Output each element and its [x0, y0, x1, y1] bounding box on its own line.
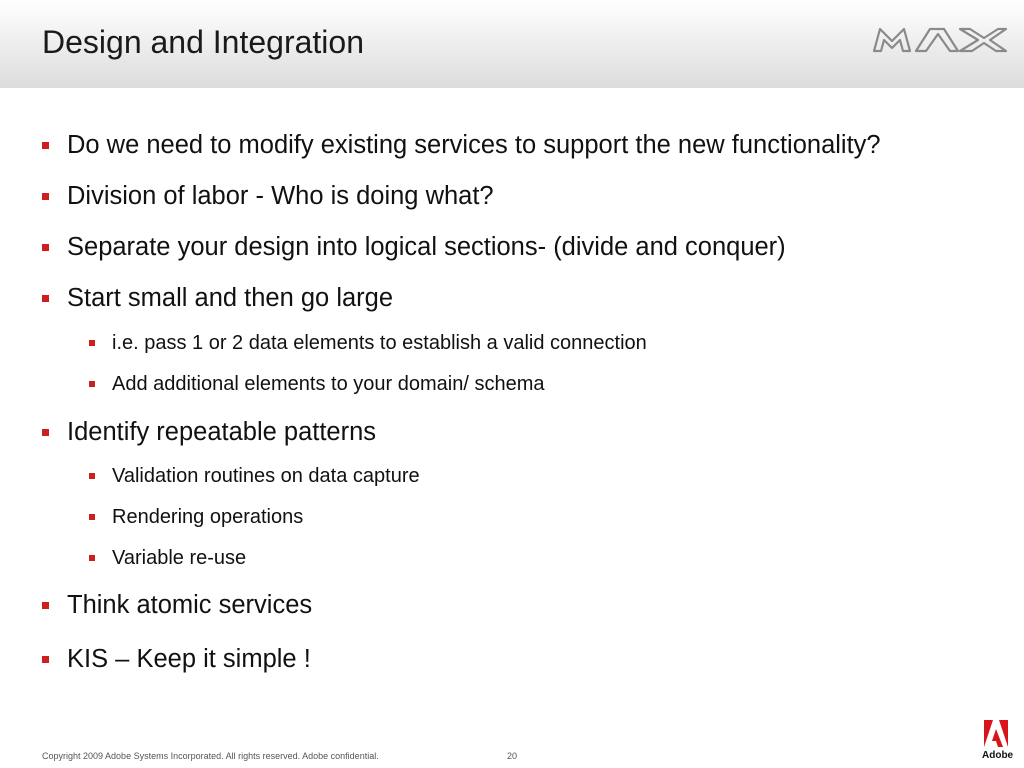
sub-bullet-item [112, 463, 420, 489]
sub-bullet-item [112, 330, 647, 356]
bullet-marker-icon [89, 555, 95, 561]
bullet-item [67, 231, 786, 263]
bullet-marker-icon [42, 295, 49, 302]
sub-bullet-item [112, 504, 303, 530]
bullet-marker-icon [89, 473, 95, 479]
bullet-marker-icon [42, 193, 49, 200]
page-number: 20 [507, 751, 518, 761]
bullet-marker-icon [42, 429, 49, 436]
bullet-marker-icon [89, 381, 95, 387]
bullet-item [67, 589, 312, 621]
bullet-marker-icon [42, 602, 49, 609]
bullet-text: Validation routines on data capture [112, 465, 420, 487]
bullet-text: Add additional elements to your domain/ schema [112, 373, 545, 395]
slide-title: Design and Integration [42, 24, 364, 60]
bullet-marker-icon [42, 244, 49, 251]
bullet-text: KIS – Keep it simple ! [67, 645, 311, 673]
bullet-marker-icon [89, 514, 95, 520]
bullet-text: Think atomic services [67, 591, 313, 619]
bullet-item [67, 643, 311, 675]
bullet-item [67, 282, 393, 314]
sub-bullet-item [112, 545, 246, 571]
bullet-text: Identify repeatable patterns [67, 418, 377, 446]
bullet-item [67, 180, 494, 212]
bullet-text: Separate your design into logical sections- (divide and conquer) [67, 233, 786, 261]
bullet-text: Start small and then go large [67, 284, 394, 312]
bullet-marker-icon [42, 142, 49, 149]
bullet-item [67, 129, 881, 161]
bullet-marker-icon [89, 340, 95, 346]
bullet-text: Division of labor - Who is doing what? [67, 182, 494, 210]
sub-bullet-item [112, 371, 544, 397]
bullet-text: i.e. pass 1 or 2 data elements to establish a valid connection [112, 332, 647, 354]
bullet-text: Do we need to modify existing services to support the new functionality? [67, 131, 881, 159]
bullet-marker-icon [42, 656, 49, 663]
bullet-item [67, 416, 376, 448]
adobe-wordmark: Adobe [982, 750, 1014, 761]
bullet-text: Rendering operations [112, 506, 304, 528]
bullet-text: Variable re-use [112, 547, 247, 569]
footer-copyright: Copyright 2009 Adobe Systems Incorporated. All rights reserved. Adobe confidential. [42, 751, 379, 761]
